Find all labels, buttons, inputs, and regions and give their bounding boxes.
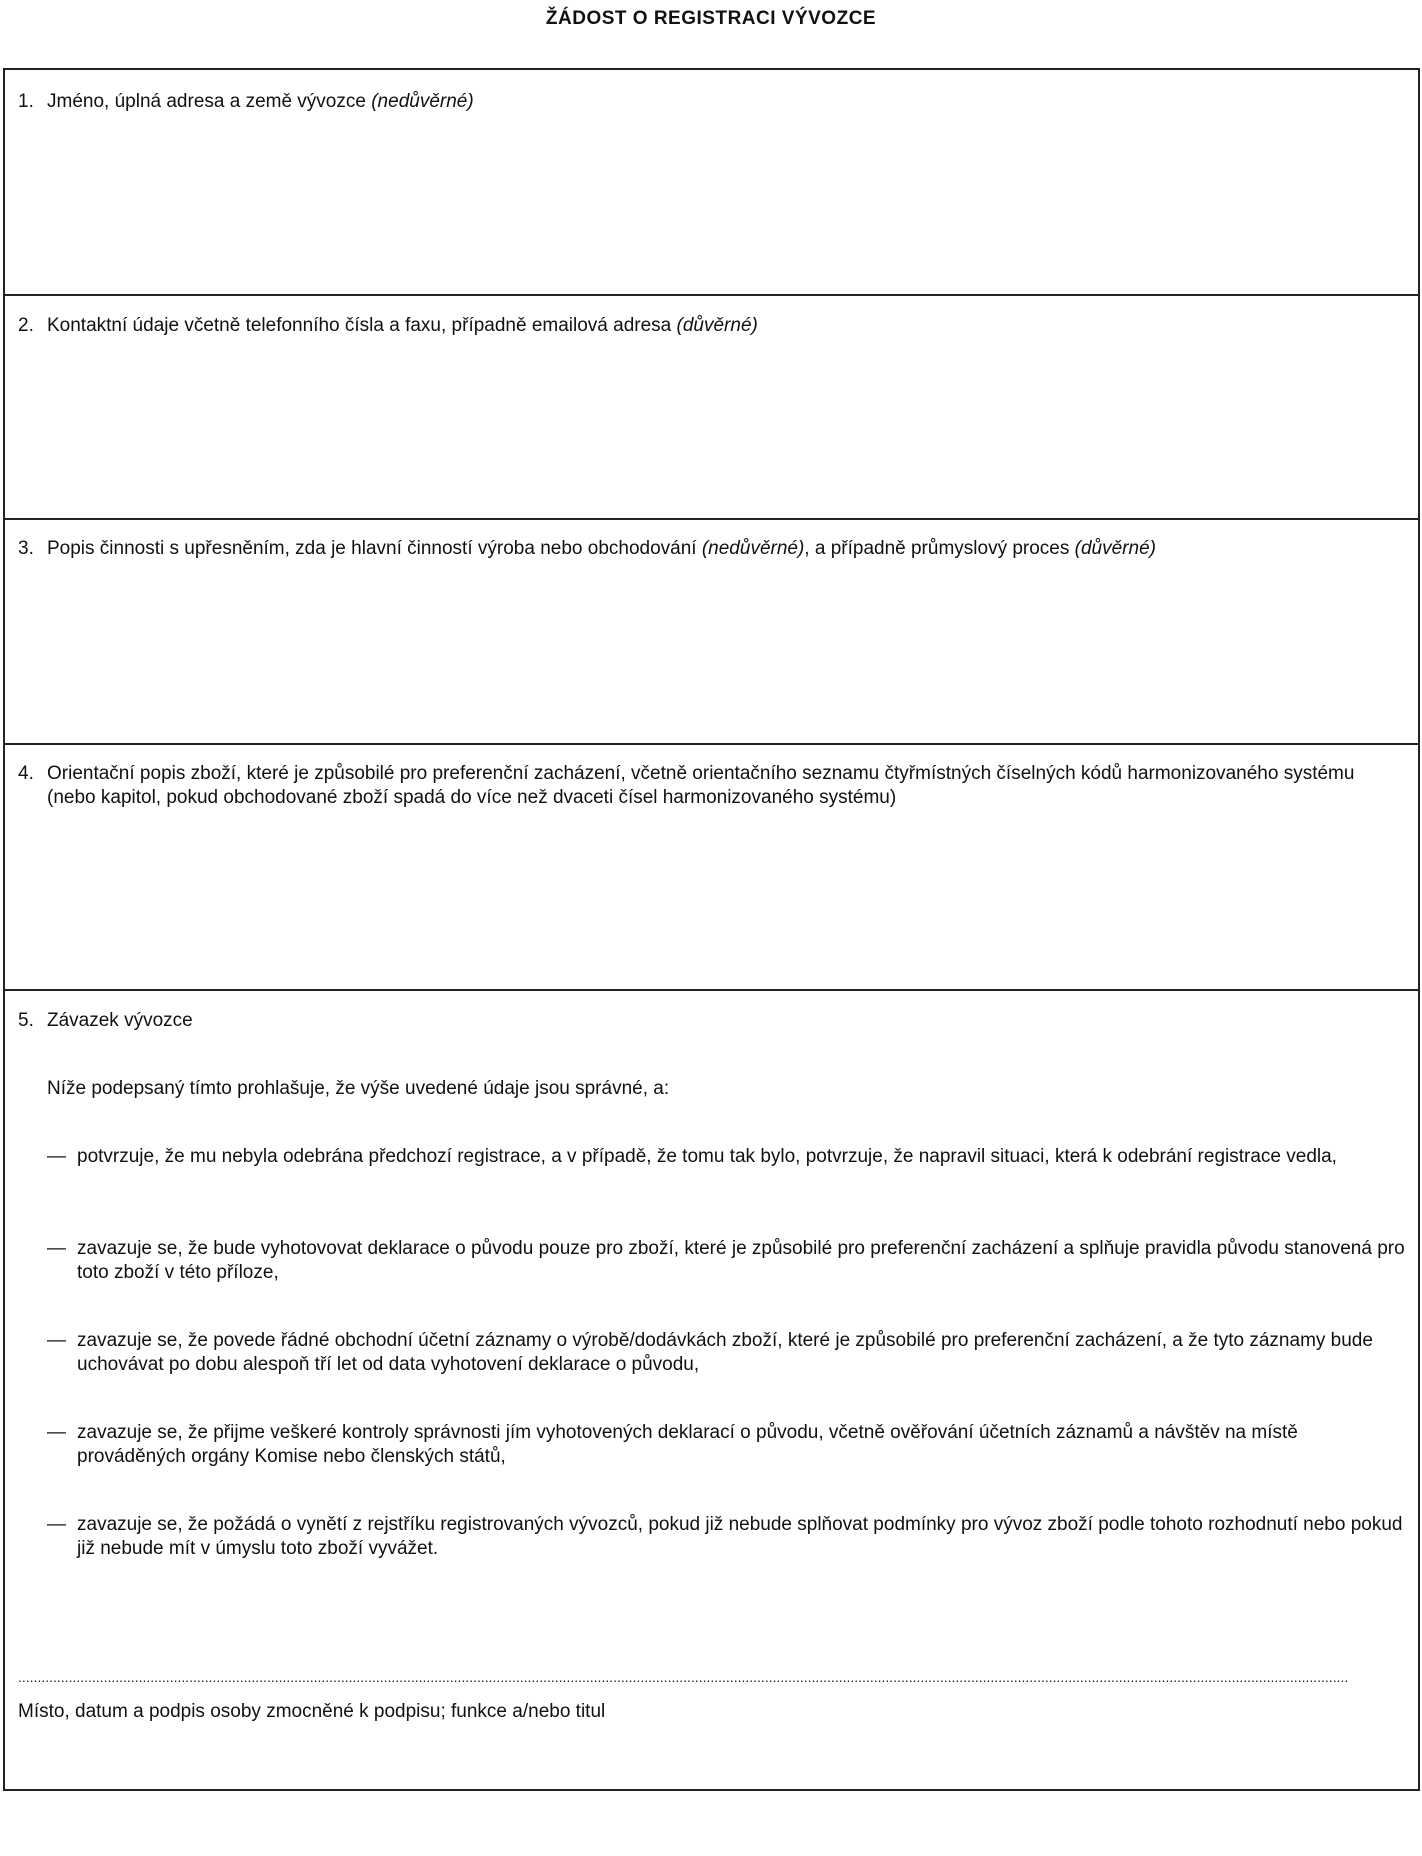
signature-label: Místo, datum a podpis osoby zmocněné k podpisu; funkce a/nebo titul bbox=[18, 1701, 606, 1722]
field-1-text: Jméno, úplná adresa a země vývozce bbox=[47, 91, 372, 112]
field-3-text: Popis činnosti s upřesněním, zda je hlavní činností výroba nebo obchodování bbox=[47, 538, 702, 559]
field-2-confidentiality: (důvěrné) bbox=[676, 315, 758, 336]
field-box-3[interactable] bbox=[5, 520, 1418, 745]
field-3-number: 3. bbox=[18, 538, 34, 559]
declaration-item-text: zavazuje se, že povede řádné obchodní účetní záznamy o výrobě/dodávkách zboží, které je způsobilé pro preferenční zacházení, a že tyto záznamy bude uchovávat po dobu alespoň tří let od data vyhotovení deklarace o původu, bbox=[77, 1330, 1373, 1375]
declaration-item-1 bbox=[18, 1145, 1405, 1169]
dash-icon: — bbox=[47, 1146, 66, 1167]
field-4-text: Orientační popis zboží, které je způsobilé pro preferenční zacházení, včetně orientačního seznamu čtyřmístných číselných kódů harmonizovaného systému (nebo kapitol, pokud obchodované zboží spadá do více než dvaceti čísel harmonizovaného systému) bbox=[47, 763, 1355, 808]
declaration-item-4 bbox=[18, 1421, 1405, 1469]
field-2-number: 2. bbox=[18, 315, 34, 336]
field-3-confidentiality-1: (nedůvěrné) bbox=[701, 538, 805, 559]
field-1-number: 1. bbox=[18, 91, 34, 112]
field-2-label bbox=[18, 314, 1405, 338]
field-5-number: 5. bbox=[18, 1010, 34, 1031]
field-2-text: Kontaktní údaje včetně telefonního čísla a faxu, případně emailová adresa bbox=[47, 315, 677, 336]
field-1-label bbox=[18, 90, 1405, 114]
declaration-item-text: zavazuje se, že přijme veškeré kontroly správnosti jím vyhotovených deklarací o původu, včetně ověřování účetních záznamů a návštěv na místě prováděných orgány Komise nebo členských států, bbox=[77, 1422, 1298, 1467]
form-title: ŽÁDOST O REGISTRACI VÝVOZCE bbox=[545, 8, 877, 29]
field-5-heading bbox=[18, 1009, 1405, 1033]
declaration-item-2 bbox=[18, 1237, 1405, 1285]
signature-line[interactable]: ...................................................................................................................................................................................................................................................................................................................................................... bbox=[18, 1669, 1349, 1685]
field-4-number: 4. bbox=[18, 763, 34, 784]
registration-form bbox=[3, 68, 1420, 1791]
dash-icon: — bbox=[47, 1514, 66, 1535]
dash-icon: — bbox=[47, 1238, 66, 1259]
field-box-4[interactable] bbox=[5, 745, 1418, 991]
field-5-heading-text: Závazek vývozce bbox=[47, 1010, 193, 1031]
dash-icon: — bbox=[47, 1330, 66, 1351]
declaration-item-text: zavazuje se, že požádá o vynětí z rejstříku registrovaných vývozců, pokud již nebude splňovat podmínky pro vývoz zboží podle tohoto rozhodnutí nebo pokud již nebude mít v úmyslu toto zboží vyvážet. bbox=[77, 1514, 1403, 1559]
declaration-item-5 bbox=[18, 1513, 1405, 1561]
field-box-2[interactable] bbox=[5, 296, 1418, 520]
field-3-label bbox=[18, 537, 1405, 561]
field-1-confidentiality: (nedůvěrné) bbox=[371, 91, 474, 112]
field-3-confidentiality-2: (důvěrné) bbox=[1074, 538, 1156, 559]
declaration-item-3 bbox=[18, 1329, 1405, 1377]
declaration-item-text: potvrzuje, že mu nebyla odebrána předchozí registrace, a v případě, že tomu tak bylo, potvrzuje, že napravil situaci, která k odebrání registrace vedla, bbox=[77, 1146, 1337, 1167]
declaration-item-text: zavazuje se, že bude vyhotovovat deklarace o původu pouze pro zboží, které je způsobilé pro preferenční zacházení a splňuje pravidla původu stanovená pro toto zboží v této příloze, bbox=[77, 1238, 1405, 1283]
field-4-label bbox=[18, 762, 1405, 810]
declaration-intro: Níže podepsaný tímto prohlašuje, že výše uvedené údaje jsou správné, a: bbox=[47, 1078, 670, 1099]
field-box-1[interactable] bbox=[5, 70, 1418, 296]
dash-icon: — bbox=[47, 1422, 66, 1443]
field-3-text-2: , a případně průmyslový proces bbox=[804, 538, 1075, 559]
